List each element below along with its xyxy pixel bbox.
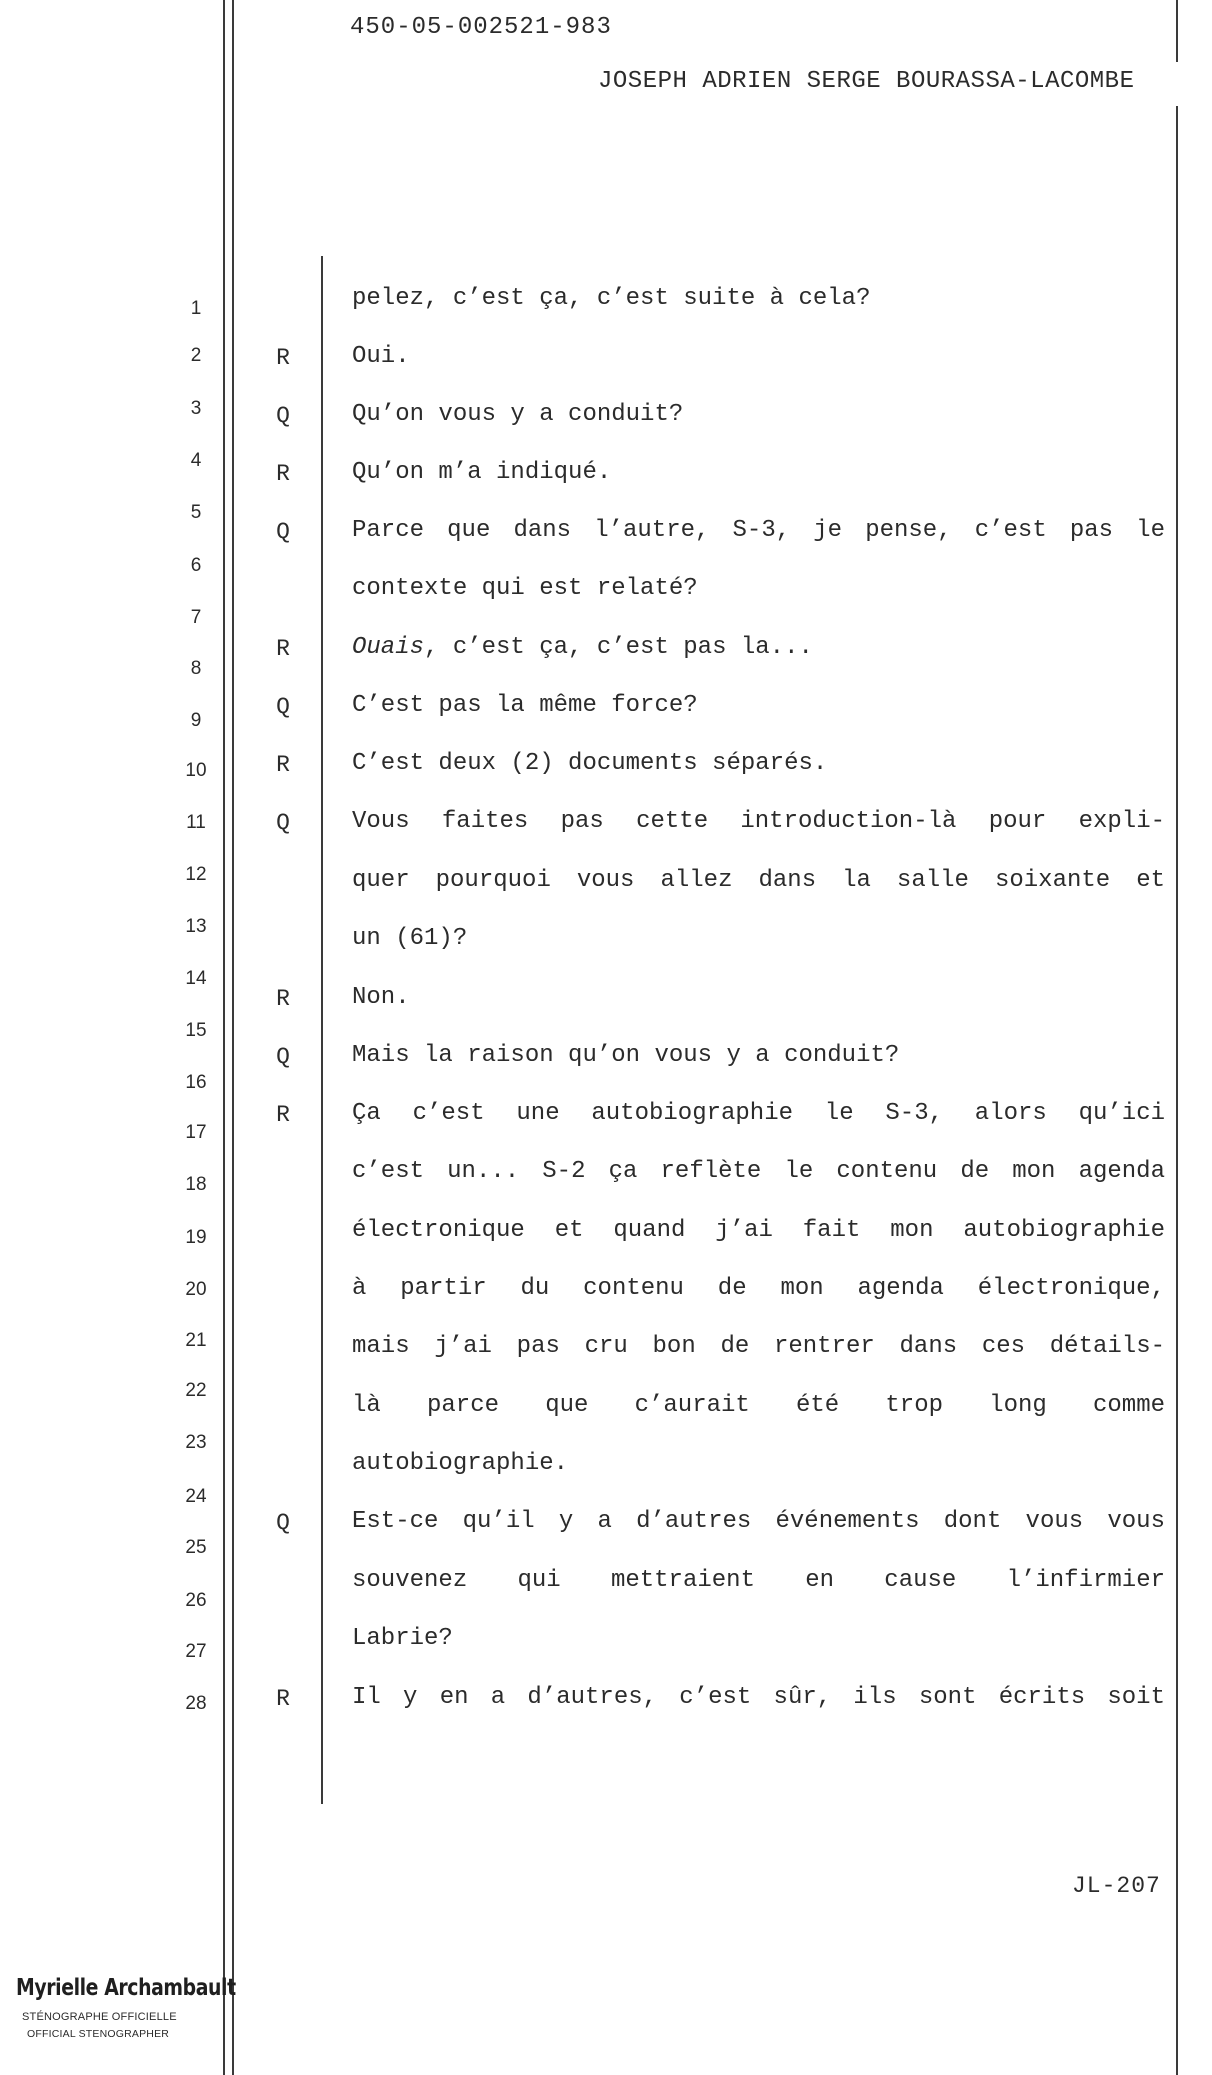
speaker-marker: R <box>276 1102 290 1128</box>
transcript-line: Qu’on m’a indiqué. <box>352 459 612 486</box>
line-number: 3 <box>190 398 202 419</box>
speaker-marker: R <box>276 461 290 487</box>
transcript-line: pelez, c’est ça, c’est suite à cela? <box>352 285 871 312</box>
line-number: 6 <box>190 555 202 576</box>
line-number: 9 <box>190 710 202 731</box>
witness-name: JOSEPH ADRIEN SERGE BOURASSA-LACOMBE <box>598 68 1135 95</box>
line-number: 1 <box>190 298 202 319</box>
transcript-line: C’est deux (2) documents séparés. <box>352 750 828 777</box>
transcript-line: C’est pas la même force? <box>352 692 698 719</box>
transcript-line: Ça c’est une autobiographie le S-3, alors qu’ici <box>352 1100 1165 1127</box>
transcript-line: à partir du contenu de mon agenda électronique, <box>352 1275 1165 1302</box>
transcript-line: Vous faites pas cette introduction-là pour expli- <box>352 808 1165 835</box>
line-number: 24 <box>185 1486 207 1507</box>
line-number: 2 <box>190 345 202 366</box>
transcript-line: c’est un... S-2 ça reflète le contenu de mon agenda <box>352 1158 1165 1185</box>
transcript-line: autobiographie. <box>352 1450 569 1477</box>
speaker-marker: Q <box>276 403 290 429</box>
line-number: 25 <box>185 1537 207 1558</box>
line-number: 8 <box>190 658 202 679</box>
transcript-line: souvenez qui mettraient en cause l’infirmier <box>352 1567 1165 1594</box>
line-number: 16 <box>185 1072 207 1093</box>
speaker-marker: R <box>276 986 290 1012</box>
line-number: 19 <box>185 1227 207 1248</box>
transcript-line: Parce que dans l’autre, S-3, je pense, c’est pas le <box>352 517 1165 544</box>
line-number: 11 <box>186 812 206 833</box>
italic-word: Ouais <box>352 634 425 661</box>
transcript-line: Labrie? <box>352 1625 453 1652</box>
line-number: 10 <box>185 760 207 781</box>
transcript-line <box>352 632 1165 664</box>
speaker-marker: R <box>276 1686 290 1712</box>
transcript-line: contexte qui est relaté? <box>352 575 698 602</box>
page-code: JL-207 <box>1072 1873 1161 1899</box>
transcript-line: Mais la raison qu’on vous y a conduit? <box>352 1042 900 1069</box>
transcript-line: quer pourquoi vous allez dans la salle soixante et <box>352 867 1165 894</box>
speaker-marker: Q <box>276 1044 290 1070</box>
left-margin-rule-inner <box>232 0 234 2075</box>
line-number: 26 <box>185 1590 207 1611</box>
line-number: 15 <box>185 1020 207 1041</box>
left-margin-rule-outer <box>223 0 225 2075</box>
transcript-line: mais j’ai pas cru bon de rentrer dans ces détails- <box>352 1333 1165 1360</box>
transcript-line: Est-ce qu’il y a d’autres événements dont vous vous <box>352 1508 1165 1535</box>
case-number: 450-05-002521-983 <box>350 14 612 41</box>
speaker-marker: R <box>276 636 290 662</box>
line-number: 21 <box>185 1330 207 1351</box>
transcript-line: électronique et quand j’ai fait mon autobiographie <box>352 1217 1165 1244</box>
speaker-marker: R <box>276 345 290 371</box>
speaker-column-rule <box>321 256 323 1804</box>
line-number: 18 <box>185 1174 207 1195</box>
speaker-marker: R <box>276 752 290 778</box>
line-number: 23 <box>185 1432 207 1453</box>
transcript-line: Non. <box>352 984 410 1011</box>
line-number: 5 <box>190 502 202 523</box>
line-number: 13 <box>185 916 207 937</box>
line-number: 14 <box>185 968 207 989</box>
right-margin-rule-top <box>1176 0 1178 62</box>
right-margin-rule <box>1176 106 1178 2075</box>
line-number: 12 <box>185 864 207 885</box>
line-number: 20 <box>185 1279 207 1300</box>
transcript-line: Qu’on vous y a conduit? <box>352 401 684 428</box>
speaker-marker: Q <box>276 694 290 720</box>
stenographer-title-fr: STÉNOGRAPHE OFFICIELLE <box>22 2011 177 2023</box>
line-number: 17 <box>185 1122 207 1143</box>
line-number: 27 <box>185 1641 207 1662</box>
line-number: 4 <box>190 450 202 471</box>
speaker-marker: Q <box>276 519 290 545</box>
stenographer-logo-name: Myrielle Archambault <box>16 1975 236 2001</box>
line-number: 28 <box>185 1693 207 1714</box>
transcript-line: là parce que c’aurait été trop long comme <box>352 1392 1165 1419</box>
line-number: 7 <box>190 607 202 628</box>
line-number: 22 <box>185 1380 207 1401</box>
transcript-line-rest: , c’est ça, c’est pas la... <box>424 634 813 661</box>
transcript-line: Oui. <box>352 343 410 370</box>
stenographer-title-en: OFFICIAL STENOGRAPHER <box>27 2028 170 2040</box>
transcript-line: un (61)? <box>352 925 468 952</box>
transcript-line: Il y en a d’autres, c’est sûr, ils sont écrits soit <box>352 1684 1165 1711</box>
speaker-marker: Q <box>276 1510 290 1536</box>
speaker-marker: Q <box>276 810 290 836</box>
